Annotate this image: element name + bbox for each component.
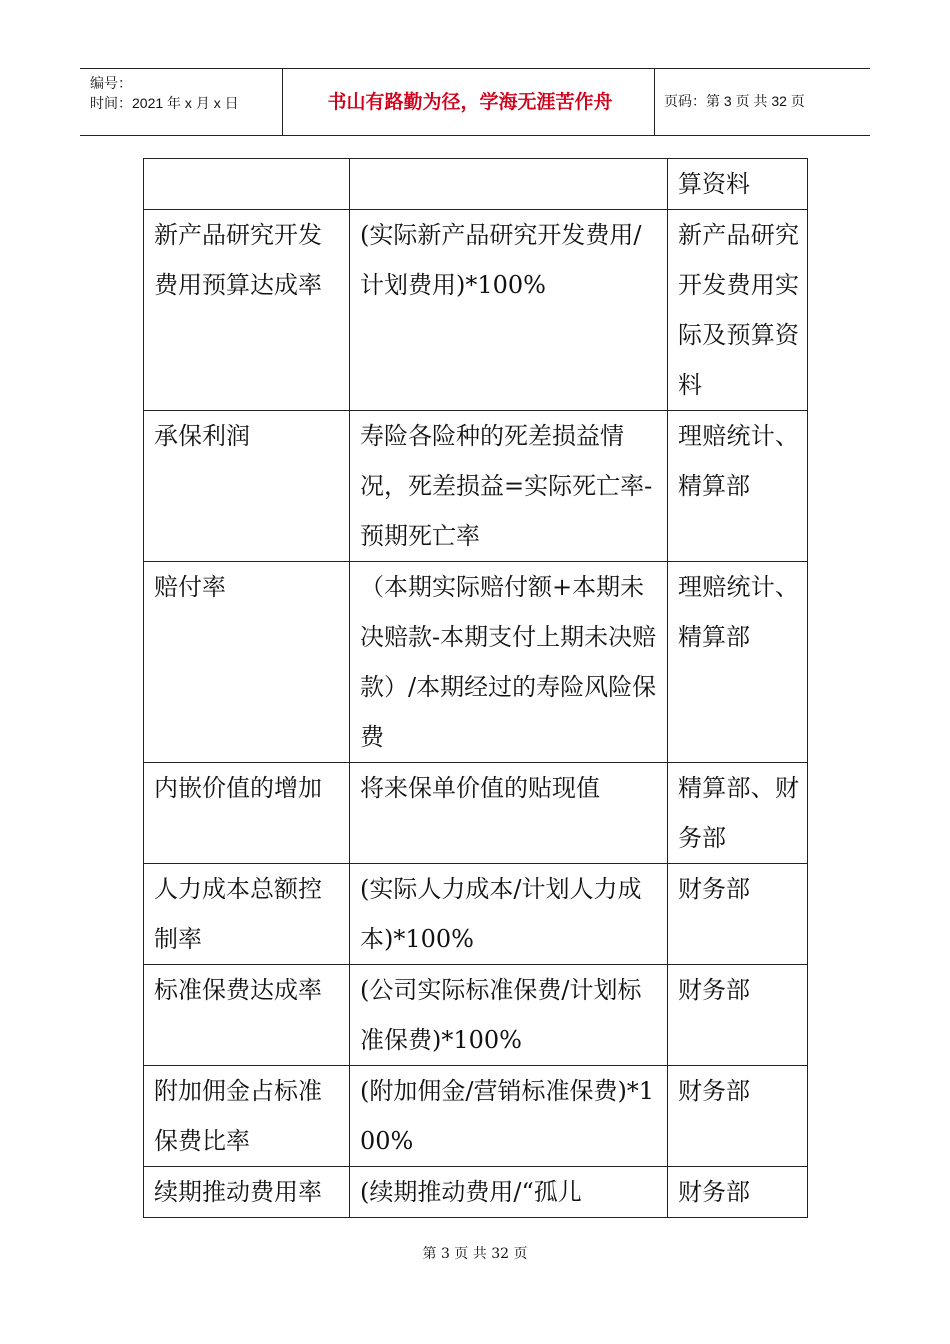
indicator-formula-cell	[350, 159, 668, 210]
indicator-source-cell: 财务部	[668, 965, 808, 1066]
header-divider	[654, 69, 655, 135]
indicator-formula-cell: 将来保单价值的贴现值	[350, 763, 668, 864]
indicator-name-cell: 承保利润	[144, 411, 350, 562]
table-row	[144, 562, 808, 763]
indicator-name-cell: 人力成本总额控制率	[144, 864, 350, 965]
indicator-source-cell: 财务部	[668, 864, 808, 965]
header-motto: 书山有路勤为径，学海无涯苦作舟	[327, 91, 613, 113]
indicator-formula-cell: （本期实际赔付额+本期未决赔款-本期支付上期未决赔款）/本期经过的寿险风险保费	[350, 562, 668, 763]
page-header	[80, 68, 870, 136]
indicator-name-cell: 新产品研究开发费用预算达成率	[144, 210, 350, 411]
header-divider	[282, 69, 283, 135]
table-row	[144, 1167, 808, 1218]
indicator-source-cell: 理赔统计、精算部	[668, 562, 808, 763]
indicator-name-cell: 附加佣金占标准保费比率	[144, 1066, 350, 1167]
indicator-source-cell: 财务部	[668, 1066, 808, 1167]
table-row	[144, 411, 808, 562]
indicator-name-cell: 内嵌价值的增加	[144, 763, 350, 864]
indicator-table	[143, 158, 808, 1218]
indicator-name-cell: 赔付率	[144, 562, 350, 763]
indicator-name-cell	[144, 159, 350, 210]
indicator-formula-cell: (公司实际标准保费/计划标准保费)*100%	[350, 965, 668, 1066]
document-time-label: 时间：2021 年 x 月 x 日	[90, 95, 239, 111]
indicator-formula-cell: (实际新产品研究开发费用/计划费用)*100%	[350, 210, 668, 411]
indicator-name-cell: 标准保费达成率	[144, 965, 350, 1066]
indicator-source-cell: 理赔统计、精算部	[668, 411, 808, 562]
header-meta	[90, 73, 239, 113]
header-page-info: 页码：第 3 页 共 32 页	[664, 93, 805, 109]
indicator-name-cell: 续期推动费用率	[144, 1167, 350, 1218]
table-row	[144, 1066, 808, 1167]
indicator-formula-cell: (续期推动费用/“孤儿	[350, 1167, 668, 1218]
indicator-source-cell: 财务部	[668, 1167, 808, 1218]
table-row	[144, 159, 808, 210]
indicator-source-cell: 新产品研究开发费用实际及预算资料	[668, 210, 808, 411]
indicator-source-cell: 算资料	[668, 159, 808, 210]
indicator-formula-cell: 寿险各险种的死差损益情况，死差损益=实际死亡率-预期死亡率	[350, 411, 668, 562]
document-number-label: 编号：	[90, 75, 132, 91]
table-row	[144, 864, 808, 965]
indicator-formula-cell: (实际人力成本/计划人力成本)*100%	[350, 864, 668, 965]
table-row	[144, 210, 808, 411]
indicator-source-cell: 精算部、财务部	[668, 763, 808, 864]
page-footer: 第 3 页 共 32 页	[422, 1246, 528, 1262]
table-row	[144, 965, 808, 1066]
indicator-formula-cell: (附加佣金/营销标准保费)*100%	[350, 1066, 668, 1167]
table-row	[144, 763, 808, 864]
